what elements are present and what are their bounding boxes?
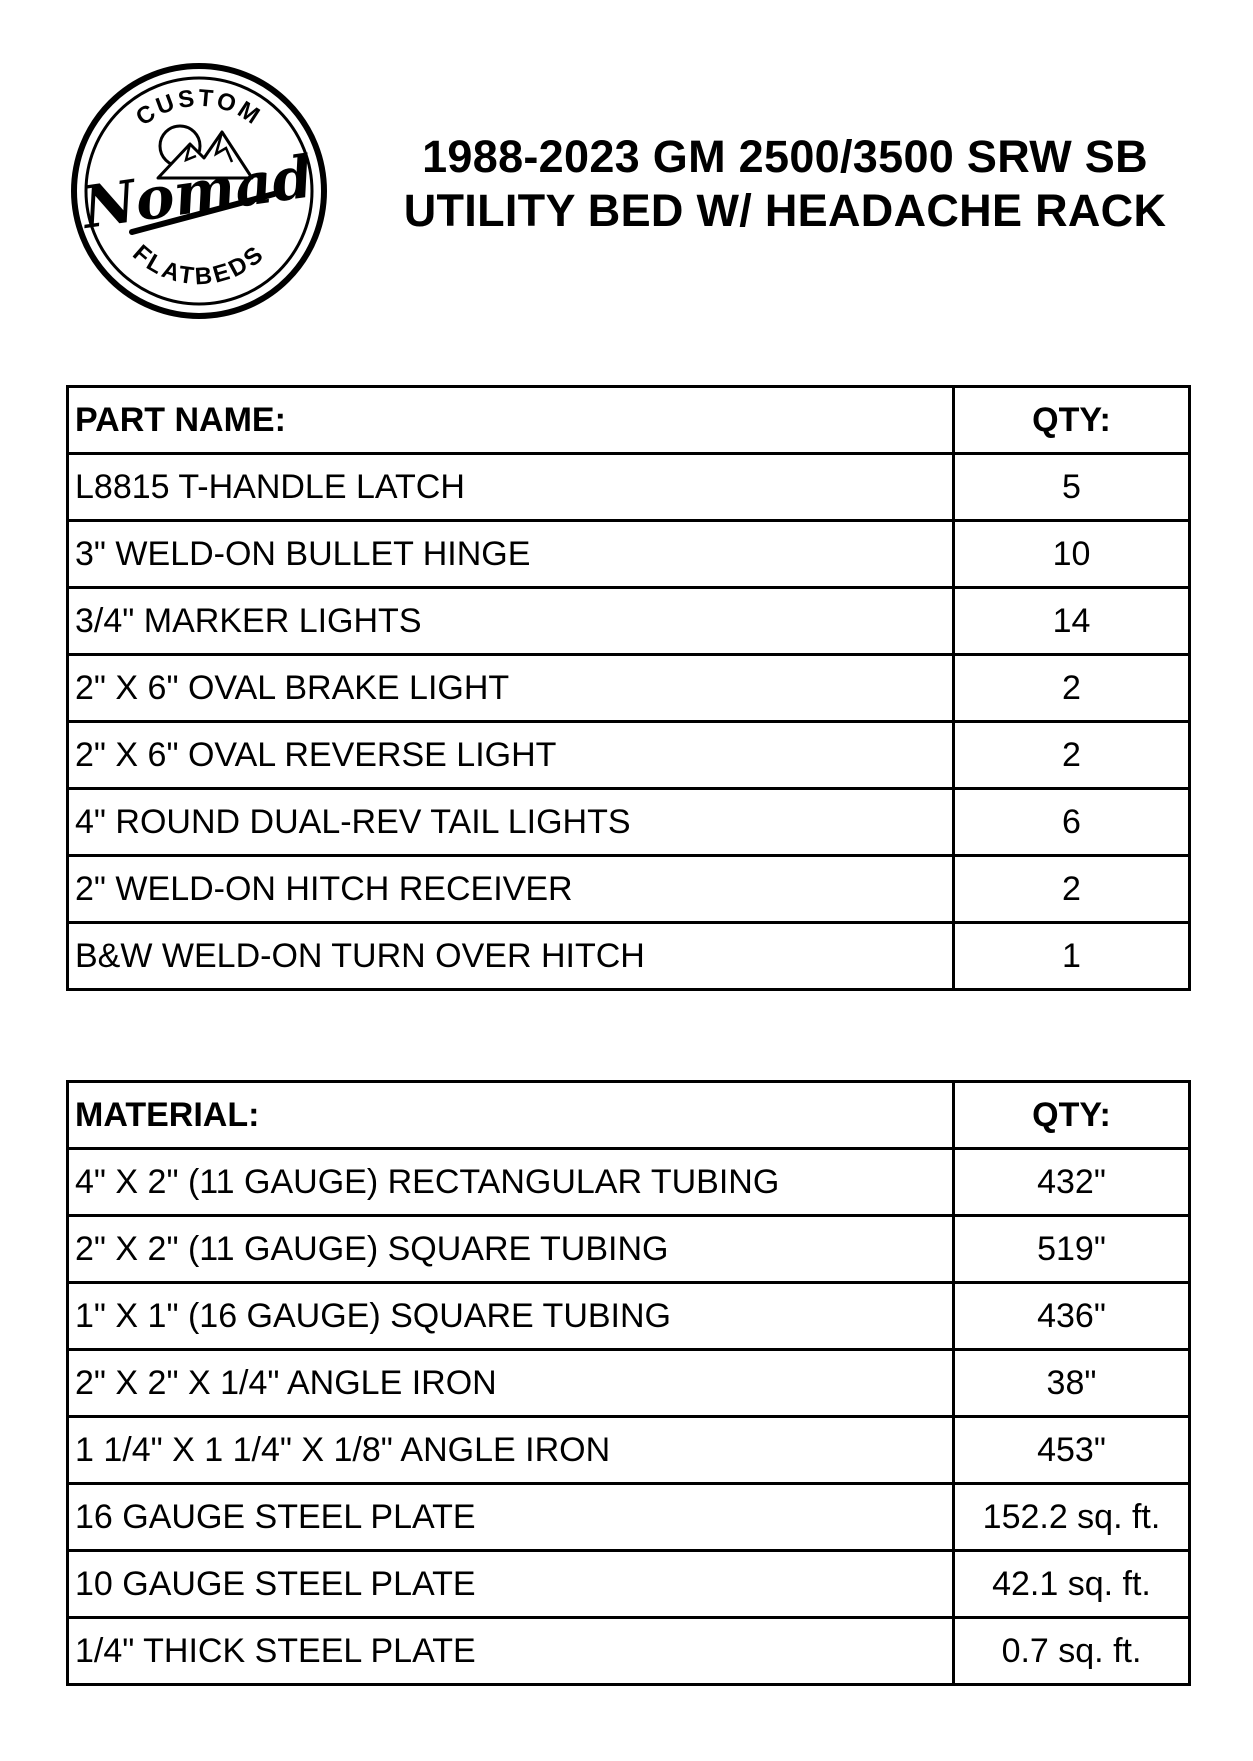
logo-script-text: Nomad <box>78 142 317 242</box>
part-name: B&W WELD-ON TURN OVER HITCH <box>68 923 954 990</box>
logo-bottom-text: FLATBEDS <box>127 239 271 291</box>
part-name: 2" X 6" OVAL BRAKE LIGHT <box>68 655 954 722</box>
part-name-header: PART NAME: <box>68 387 954 454</box>
part-qty: 14 <box>954 588 1190 655</box>
part-qty: 10 <box>954 521 1190 588</box>
material-qty: 453" <box>954 1417 1190 1484</box>
material-name: 2" X 2" X 1/4" ANGLE IRON <box>68 1350 954 1417</box>
part-name: L8815 T-HANDLE LATCH <box>68 454 954 521</box>
material-qty: 432" <box>954 1149 1190 1216</box>
part-qty: 1 <box>954 923 1190 990</box>
document-title <box>360 130 1210 238</box>
table-row <box>68 454 1190 521</box>
material-name: 4" X 2" (11 GAUGE) RECTANGULAR TUBING <box>68 1149 954 1216</box>
materials-header-row <box>68 1082 1190 1149</box>
material-name: 1 1/4" X 1 1/4" X 1/8" ANGLE IRON <box>68 1417 954 1484</box>
material-name: 1/4" THICK STEEL PLATE <box>68 1618 954 1685</box>
parts-table <box>66 385 1191 991</box>
material-qty: 0.7 sq. ft. <box>954 1618 1190 1685</box>
table-row <box>68 722 1190 789</box>
part-name: 2" WELD-ON HITCH RECEIVER <box>68 856 954 923</box>
part-qty: 2 <box>954 655 1190 722</box>
table-row <box>68 1484 1190 1551</box>
table-row <box>68 1618 1190 1685</box>
materials-table <box>66 1080 1191 1686</box>
parts-header-row <box>68 387 1190 454</box>
part-qty-header: QTY: <box>954 387 1190 454</box>
table-row <box>68 521 1190 588</box>
logo-badge <box>70 62 328 320</box>
material-qty: 152.2 sq. ft. <box>954 1484 1190 1551</box>
part-qty: 5 <box>954 454 1190 521</box>
table-row <box>68 1417 1190 1484</box>
table-row <box>68 1149 1190 1216</box>
material-qty: 38" <box>954 1350 1190 1417</box>
table-row <box>68 1350 1190 1417</box>
title-line-2: UTILITY BED W/ HEADACHE RACK <box>403 185 1167 236</box>
material-name: 16 GAUGE STEEL PLATE <box>68 1484 954 1551</box>
material-name: 2" X 2" (11 GAUGE) SQUARE TUBING <box>68 1216 954 1283</box>
part-qty: 2 <box>954 722 1190 789</box>
part-qty: 6 <box>954 789 1190 856</box>
part-qty: 2 <box>954 856 1190 923</box>
part-name: 2" X 6" OVAL REVERSE LIGHT <box>68 722 954 789</box>
table-row <box>68 789 1190 856</box>
table-row <box>68 1551 1190 1618</box>
material-qty-header: QTY: <box>954 1082 1190 1149</box>
table-row <box>68 655 1190 722</box>
part-name: 4" ROUND DUAL-REV TAIL LIGHTS <box>68 789 954 856</box>
title-line-1: 1988-2023 GM 2500/3500 SRW SB <box>422 131 1148 182</box>
material-qty: 436" <box>954 1283 1190 1350</box>
table-row <box>68 588 1190 655</box>
material-qty: 42.1 sq. ft. <box>954 1551 1190 1618</box>
table-row <box>68 856 1190 923</box>
table-row <box>68 1216 1190 1283</box>
table-row <box>68 923 1190 990</box>
material-name-header: MATERIAL: <box>68 1082 954 1149</box>
material-qty: 519" <box>954 1216 1190 1283</box>
part-name: 3" WELD-ON BULLET HINGE <box>68 521 954 588</box>
logo-top-text: CUSTOM <box>131 84 267 132</box>
material-name: 1" X 1" (16 GAUGE) SQUARE TUBING <box>68 1283 954 1350</box>
table-row <box>68 1283 1190 1350</box>
nomad-logo <box>70 62 328 320</box>
material-name: 10 GAUGE STEEL PLATE <box>68 1551 954 1618</box>
part-name: 3/4" MARKER LIGHTS <box>68 588 954 655</box>
